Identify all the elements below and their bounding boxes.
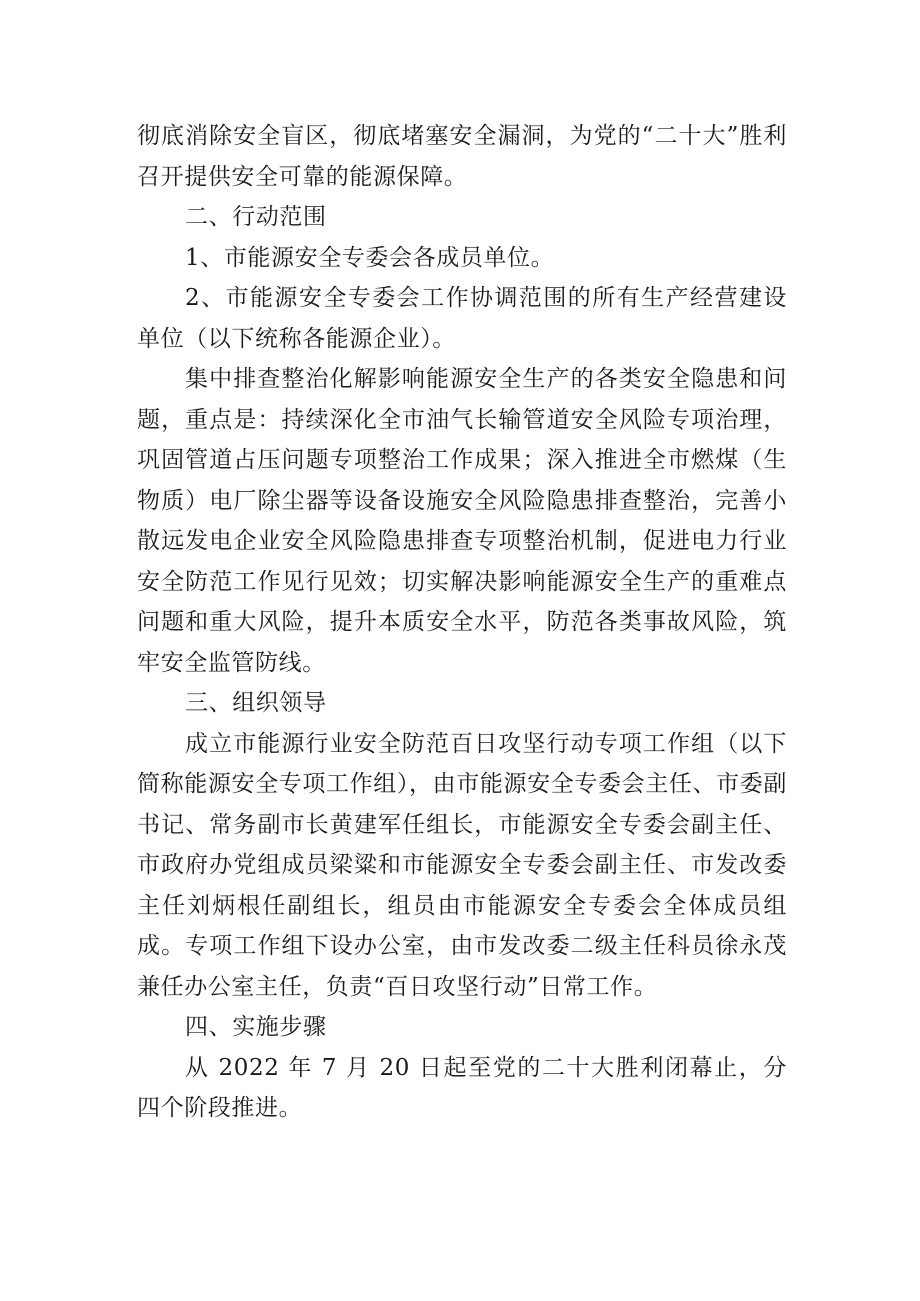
paragraph-organization: 成立市能源行业安全防范百日攻坚行动专项工作组（以下简称能源安全专项工作组），由市能源安全专委会主任、市委副书记、常务副市长黄建军任组长，市能源安全专委会副主任、市政府办党组成员梁粱和市能源安全专委会副主任、市发改委主任刘炳根任副组长，组员由市能源安全专委会全体成员组成。专项工作组下设办公室，由市发改委二级主任科员徐永茂兼任办公室主任，负责“百日攻坚行动”日常工作。 [137, 730, 787, 1000]
section-heading-steps: 四、实施步骤 [185, 1014, 327, 1040]
paragraph-focus: 集中排查整治化解影响能源安全生产的各类安全隐患和问题，重点是：持续深化全市油气长输管道安全风险专项治理，巩固管道占压问题专项整治工作成果；深入推进全市燃煤（生物质）电厂除尘器等设备设施安全风险隐患排查整治，完善小散远发电企业安全风险隐患排查专项整治机制，促进电力行业安全防范工作见行见效；切实解决影响能源安全生产的重难点问题和重大风险，提升本质安全水平，防范各类事故风险，筑牢安全监管防线。 [137, 366, 787, 676]
paragraph-steps: 从 2022 年 7 月 20 日起至党的二十大胜利闭幕止，分四个阶段推进。 [137, 1054, 787, 1121]
document-body [137, 116, 787, 1129]
scope-item-2: 2、市能源安全专委会工作协调范围的所有生产经营建设单位（以下统称各能源企业）。 [137, 285, 787, 352]
paragraph-continuation: 彻底消除安全盲区，彻底堵塞安全漏洞，为党的“二十大”胜利召开提供安全可靠的能源保障。 [137, 123, 787, 190]
section-heading-scope: 二、行动范围 [185, 204, 327, 230]
section-heading-organization: 三、组织领导 [185, 690, 327, 716]
scope-item-1: 1、市能源安全专委会各成员单位。 [185, 244, 555, 271]
